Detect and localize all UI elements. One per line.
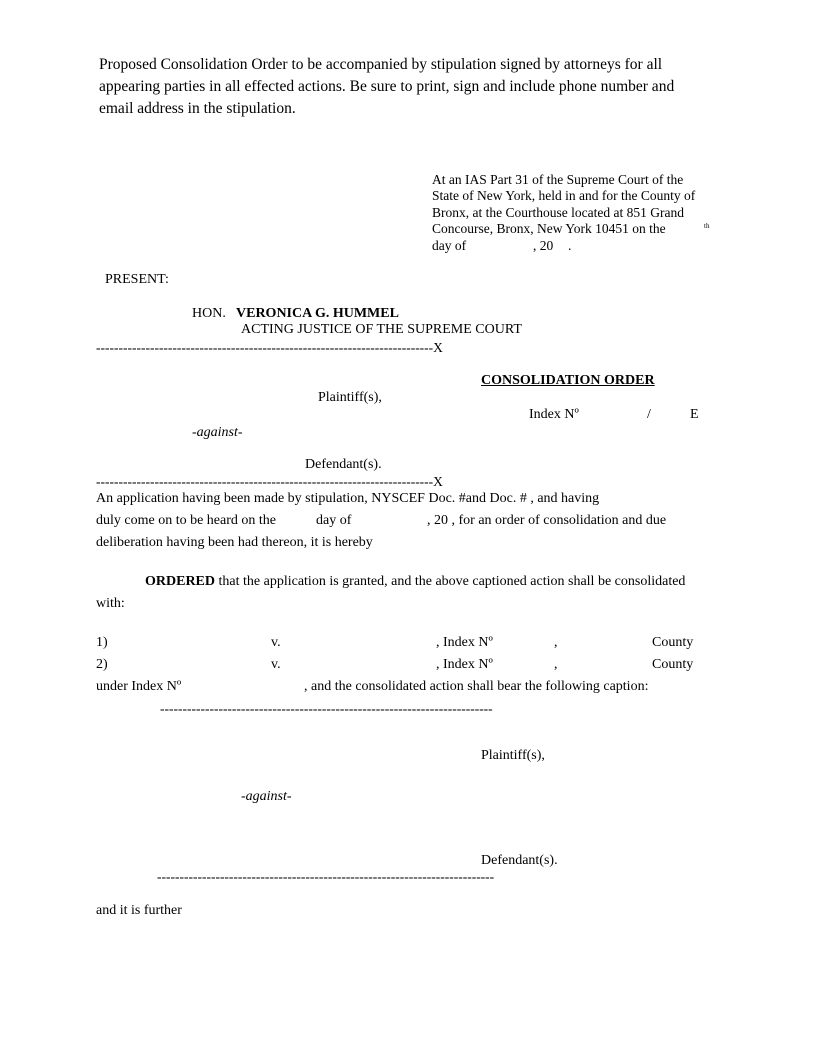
consolidation-order-title: CONSOLIDATION ORDER <box>481 373 655 388</box>
body-line-2a: duly come on to be heard on the <box>96 513 277 528</box>
caption-divider-top: ---------------------------------------------------------------------------X <box>96 340 443 355</box>
action-2-index: , Index Nº <box>436 657 493 672</box>
body-line-2b: day of <box>316 513 352 528</box>
action-2-v: v. <box>271 657 281 672</box>
caption-index-slash: / <box>647 407 651 422</box>
court-block-period: . <box>568 238 572 253</box>
body-line-3: deliberation having been had thereon, it is hereby <box>96 535 373 550</box>
action-1-index: , Index Nº <box>436 635 493 650</box>
action-2-county: County <box>652 657 694 672</box>
judge-name: VERONICA G. HUMMEL <box>236 306 399 321</box>
body-line-2c: , 20 , for an order of consolidation and due <box>427 513 667 528</box>
notice-line-2: appearing parties in all effected actions. Be sure to print, sign and include phone number and <box>99 78 675 95</box>
action-2-number: 2) <box>96 657 108 672</box>
court-block-line-2: State of New York, held in and for the County of <box>432 188 696 203</box>
ordered-paragraph <box>145 574 685 591</box>
notice-line-1: Proposed Consolidation Order to be accompanied by stipulation signed by attorneys for all <box>99 56 663 73</box>
new-caption-defendant: Defendant(s). <box>481 853 558 868</box>
caption-against: -against- <box>192 425 243 440</box>
action-1-v: v. <box>271 635 281 650</box>
new-caption-divider-top: -------------------------------------------------------------------------- <box>160 701 493 716</box>
court-block-sup: th <box>704 222 710 230</box>
action-2-comma: , <box>554 657 558 672</box>
judge-title: ACTING JUSTICE OF THE SUPREME COURT <box>241 322 522 337</box>
under-index-label: under Index Nº <box>96 679 182 694</box>
caption-plaintiff: Plaintiff(s), <box>318 390 382 405</box>
caption-index-label: Index Nº <box>529 407 579 422</box>
ordered-with: with: <box>96 596 125 611</box>
court-block-year: , 20 <box>533 238 554 253</box>
new-caption-plaintiff: Plaintiff(s), <box>481 748 545 763</box>
caption-defendant: Defendant(s). <box>305 457 382 472</box>
court-block-day-of: day of <box>432 238 467 253</box>
action-1-county: County <box>652 635 694 650</box>
new-caption-against: -against- <box>241 789 292 804</box>
court-block-line-3: Bronx, at the Courthouse located at 851 Grand <box>432 205 684 220</box>
body-line-1: An application having been made by stipulation, NYSCEF Doc. #and Doc. # , and having <box>96 491 600 506</box>
under-index-rest: , and the consolidated action shall bear the following caption: <box>304 679 649 694</box>
present-label: PRESENT: <box>105 272 169 287</box>
ordered-word: ORDERED <box>145 574 216 589</box>
caption-index-suffix: E <box>690 407 699 422</box>
new-caption-divider-bottom: --------------------------------------------------------------------------- <box>157 869 495 884</box>
court-block-line-1: At an IAS Part 31 of the Supreme Court of the <box>432 172 684 187</box>
action-1-number: 1) <box>96 635 108 650</box>
court-block-line-4: Concourse, Bronx, New York 10451 on the <box>432 221 666 236</box>
caption-divider-bottom: ---------------------------------------------------------------------------X <box>96 474 443 489</box>
ordered-rest: that the application is granted, and the above captioned action shall be consolidated <box>215 574 686 589</box>
notice-line-3: email address in the stipulation. <box>99 100 296 117</box>
hon-label: HON. <box>192 306 226 321</box>
action-1-comma: , <box>554 635 558 650</box>
closing-line: and it is further <box>96 903 182 918</box>
